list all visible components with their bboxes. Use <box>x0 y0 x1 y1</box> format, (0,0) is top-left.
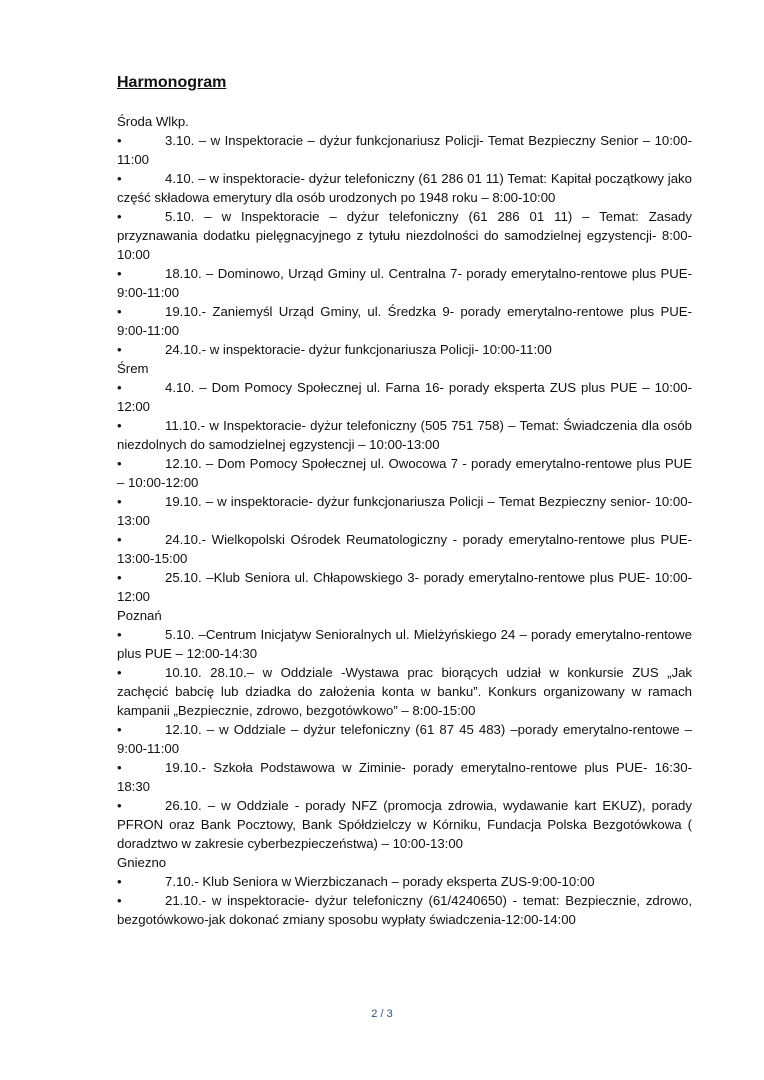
schedule-item-text: 24.10.- w inspektoracie- dyżur funkcjonariusza Policji- 10:00-11:00 <box>165 342 552 357</box>
schedule-item-text: 21.10.- w inspektoracie- dyżur telefoniczny (61/4240650) - temat: Bezpiecznie, zdrowo, bezgotówkowo-jak dokonać zmiany sposobu wypłaty świadczenia-12:00-14:00 <box>117 893 692 927</box>
bullet-icon: • <box>117 532 122 547</box>
schedule-item <box>117 758 692 796</box>
document-title: Harmonogram <box>117 74 227 91</box>
bullet-icon: • <box>117 627 122 642</box>
schedule-item <box>117 378 692 416</box>
schedule-item-text: 4.10. – w inspektoracie- dyżur telefoniczny (61 286 01 11) Temat: Kapitał początkowy jako część składowa emerytury dla osób urodzonych po 1948 roku – 8:00-10:00 <box>117 171 692 205</box>
schedule-item-text: 12.10. – w Oddziale – dyżur telefoniczny (61 87 45 483) –porady emerytalno-rentowe – 9:00-11:00 <box>117 722 692 756</box>
schedule-item-text: 7.10.- Klub Seniora w Wierzbiczanach – porady eksperta ZUS-9:00-10:00 <box>165 874 595 889</box>
schedule-item-text: 3.10. – w Inspektoracie – dyżur funkcjonariusz Policji- Temat Bezpieczny Senior – 10:00-11:00 <box>117 133 692 167</box>
schedule-item <box>117 264 692 302</box>
schedule-sections <box>117 112 692 929</box>
schedule-item <box>117 796 692 853</box>
bullet-icon: • <box>117 874 122 889</box>
schedule-item-text: 24.10.- Wielkopolski Ośrodek Reumatologiczny - porady emerytalno-rentowe plus PUE- 13:00-15:00 <box>117 532 692 566</box>
schedule-item-text: 19.10.- Zaniemyśl Urząd Gminy, ul. Średzka 9- porady emerytalno-rentowe plus PUE- 9:00-11:00 <box>117 304 692 338</box>
schedule-item <box>117 131 692 169</box>
schedule-item <box>117 568 692 606</box>
schedule-item-text: 4.10. – Dom Pomocy Społecznej ul. Farna 16- porady eksperta ZUS plus PUE – 10:00-12:00 <box>117 380 692 414</box>
schedule-item <box>117 340 692 359</box>
schedule-item <box>117 530 692 568</box>
schedule-item-text: 5.10. – w Inspektoracie – dyżur telefoniczny (61 286 01 11) – Temat: Zasady przyznawania dodatku pielęgnacyjnego z tytułu niezdolności do samodzielnej egzystencji- 8:00-10:00 <box>117 209 692 262</box>
schedule-item <box>117 625 692 663</box>
document-page <box>117 72 692 929</box>
section-heading: Śrem <box>117 361 149 376</box>
bullet-icon: • <box>117 133 122 148</box>
section-heading: Poznań <box>117 608 162 623</box>
schedule-item <box>117 872 692 891</box>
schedule-item <box>117 492 692 530</box>
section-heading: Środa Wlkp. <box>117 114 189 129</box>
bullet-icon: • <box>117 266 122 281</box>
schedule-item-text: 18.10. – Dominowo, Urząd Gminy ul. Centralna 7- porady emerytalno-rentowe plus PUE- 9:00-11:00 <box>117 266 692 300</box>
bullet-icon: • <box>117 760 122 775</box>
schedule-item <box>117 720 692 758</box>
schedule-item-text: 12.10. – Dom Pomocy Społecznej ul. Owocowa 7 - porady emerytalno-rentowe plus PUE – 10:00-12:00 <box>117 456 692 490</box>
section-heading: Gniezno <box>117 855 167 870</box>
schedule-item-text: 11.10.- w Inspektoracie- dyżur telefoniczny (505 751 758) – Temat: Świadczenia dla osób niezdolnych do samodzielnej egzystencji – 10:00-13:00 <box>117 418 692 452</box>
schedule-item-text: 19.10. – w inspektoracie- dyżur funkcjonariusza Policji – Temat Bezpieczny senior- 10:00-13:00 <box>117 494 692 528</box>
page-number: 2 / 3 <box>371 1008 393 1020</box>
bullet-icon: • <box>117 570 122 585</box>
bullet-icon: • <box>117 380 122 395</box>
bullet-icon: • <box>117 304 122 319</box>
schedule-item <box>117 454 692 492</box>
bullet-icon: • <box>117 209 122 224</box>
schedule-item-text: 26.10. – w Oddziale - porady NFZ (promocja zdrowia, wydawanie kart EKUZ), porady PFRON oraz Bank Pocztowy, Bank Spółdzielczy w Kórniku, Fundacja Polska Bezgotówkowa ( doradztwo w zakresie cyberbezpieczeństwa) – 10:00-13:00 <box>117 798 692 851</box>
bullet-icon: • <box>117 342 122 357</box>
schedule-item <box>117 891 692 929</box>
bullet-icon: • <box>117 418 122 433</box>
schedule-item-text: 25.10. –Klub Seniora ul. Chłapowskiego 3- porady emerytalno-rentowe plus PUE- 10:00-12:00 <box>117 570 692 604</box>
schedule-item-text: 19.10.- Szkoła Podstawowa w Ziminie- porady emerytalno-rentowe plus PUE- 16:30-18:30 <box>117 760 692 794</box>
schedule-item <box>117 169 692 207</box>
bullet-icon: • <box>117 171 122 186</box>
schedule-item <box>117 663 692 720</box>
bullet-icon: • <box>117 798 122 813</box>
bullet-icon: • <box>117 665 122 680</box>
schedule-item-text: 5.10. –Centrum Inicjatyw Senioralnych ul. Mielżyńskiego 24 – porady emerytalno-rentowe plus PUE – 12:00-14:30 <box>117 627 692 661</box>
schedule-item <box>117 416 692 454</box>
bullet-icon: • <box>117 456 122 471</box>
schedule-item-text: 10.10. 28.10.– w Oddziale -Wystawa prac biorących udział w konkursie ZUS „Jak zachęcić babcię lub dziadka do założenia konta w banku”. Konkurs organizowany w ramach kampanii „Bezpiecznie, zdrowo, bezgotówkowo” – 8:00-15:00 <box>117 665 692 718</box>
bullet-icon: • <box>117 722 122 737</box>
bullet-icon: • <box>117 494 122 509</box>
bullet-icon: • <box>117 893 122 908</box>
schedule-item <box>117 207 692 264</box>
schedule-item <box>117 302 692 340</box>
